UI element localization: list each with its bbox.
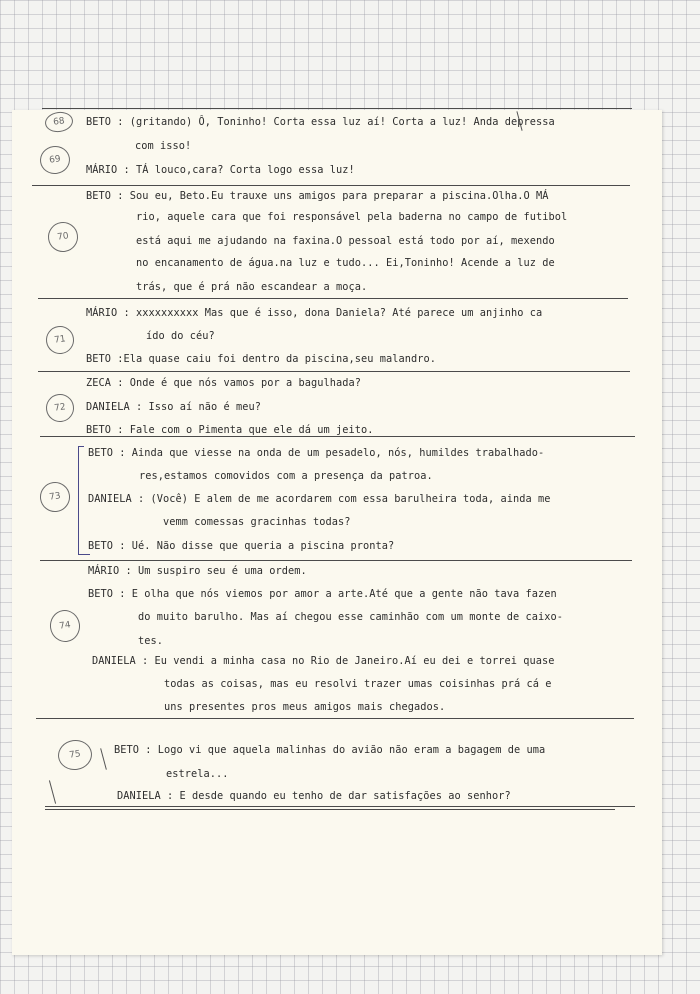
scene-number-74: 74 [48, 608, 82, 644]
dialogue-line: tes. [138, 635, 163, 647]
dialogue-line: DANIELA : (Você) E alem de me acordarem com essa barulheira toda, ainda me [88, 493, 551, 505]
dialogue-line: está aqui me ajudando na faxina.O pessoal está todo por aí, mexendo [136, 235, 555, 247]
dialogue-line: BETO : Fale com o Pimenta que ele dá um jeito. [86, 424, 374, 436]
dialogue-line: rio, aquele cara que foi responsável pela baderna no campo de futibol [136, 211, 568, 223]
scene-number-73: 73 [38, 480, 72, 514]
dialogue-line: do muito barulho. Mas aí chegou esse caminhão com um monte de caixo- [138, 611, 563, 623]
dialogue-line: BETO : Sou eu, Beto.Eu trauxe uns amigos para preparar a piscina.Olha.O MÁ [86, 190, 549, 202]
section-rule [38, 371, 630, 372]
dialogue-line: no encanamento de água.na luz e tudo... Ei,Toninho! Acende a luz de [136, 257, 555, 269]
scene-number-68: 68 [44, 110, 75, 134]
margin-bracket-tick [78, 554, 90, 555]
dialogue-line: DANIELA : Eu vendi a minha casa no Rio de Janeiro.Aí eu dei e torrei quase [92, 655, 555, 667]
dialogue-line: todas as coisas, mas eu resolvi trazer umas coisinhas prá cá e [164, 678, 552, 690]
margin-bracket-tick [78, 446, 84, 447]
dialogue-line: BETO : (gritando) Ô, Toninho! Corta essa luz aí! Corta a luz! Anda depressa [86, 116, 555, 128]
section-rule [42, 108, 632, 109]
section-rule [38, 298, 628, 299]
dialogue-line: uns presentes pros meus amigos mais chegados. [164, 701, 446, 713]
dialogue-line: MÁRIO : xxxxxxxxxx Mas que é isso, dona Daniela? Até parece um anjinho ca [86, 307, 543, 319]
section-rule [32, 185, 630, 186]
dialogue-line: trás, que é prá não escandear a moça. [136, 281, 368, 293]
dialogue-line: DANIELA : E desde quando eu tenho de dar satisfações ao senhor? [117, 790, 511, 802]
section-rule [36, 718, 634, 719]
scene-number-69: 69 [38, 144, 72, 176]
dialogue-line: BETO : Logo vi que aquela malinhas do avião não eram a bagagem de uma [114, 744, 546, 756]
dialogue-line: estrela... [166, 768, 229, 780]
section-rule [40, 560, 632, 561]
scene-number-70: 70 [46, 220, 80, 254]
dialogue-line: BETO : E olha que nós viemos por amor a arte.Até que a gente não tava fazen [88, 588, 557, 600]
dialogue-line: com isso! [135, 140, 192, 152]
dialogue-line: BETO : Ainda que viesse na onda de um pesadelo, nós, humildes trabalhado- [88, 447, 545, 459]
dialogue-line: MÁRIO : TÁ louco,cara? Corta logo essa luz! [86, 164, 355, 176]
section-rule [40, 436, 635, 437]
dialogue-line: DANIELA : Isso aí não é meu? [86, 401, 261, 413]
dialogue-line: res,estamos comovidos com a presença da patroa. [139, 470, 433, 482]
dialogue-line: vemm comessas gracinhas todas? [163, 516, 351, 528]
section-rule [45, 806, 635, 807]
dialogue-line: BETO :Ela quase caiu foi dentro da piscina,seu malandro. [86, 353, 436, 365]
dialogue-line: ZECA : Onde é que nós vamos por a bagulhada? [86, 377, 361, 389]
dialogue-line: ído do céu? [146, 330, 215, 342]
dialogue-line: MÁRIO : Um suspiro seu é uma ordem. [88, 565, 307, 577]
section-rule [45, 809, 615, 810]
scene-number-75: 75 [56, 738, 94, 772]
dialogue-line: BETO : Ué. Não disse que queria a piscina pronta? [88, 540, 395, 552]
scene-number-71: 71 [44, 324, 76, 356]
scene-number-72: 72 [44, 392, 76, 424]
margin-bracket [78, 446, 79, 554]
